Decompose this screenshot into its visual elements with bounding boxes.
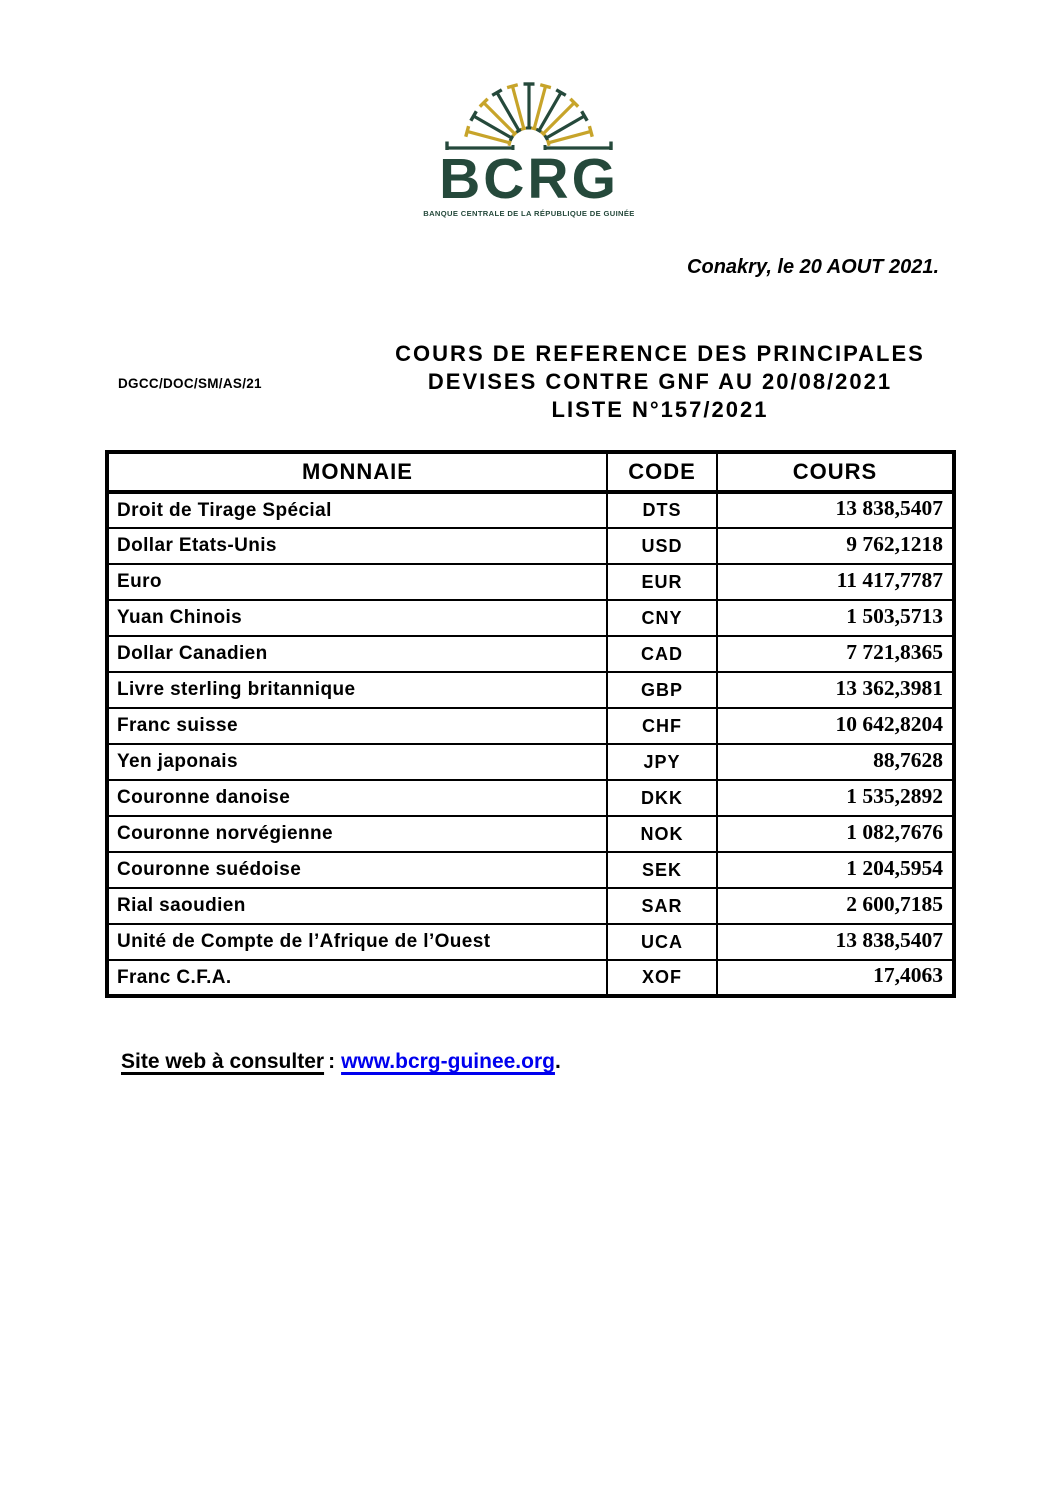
website-colon: : xyxy=(328,1050,336,1073)
table-row xyxy=(107,528,954,564)
currency-name-cell: Unité de Compte de l’Afrique de l’Ouest xyxy=(107,924,607,960)
table-row xyxy=(107,888,954,924)
currency-code-cell: NOK xyxy=(607,816,717,852)
website-period: . xyxy=(554,1050,561,1073)
currency-rate-cell: 2 600,7185 xyxy=(717,888,954,924)
currency-name-cell: Couronne danoise xyxy=(107,780,607,816)
currency-rate-cell: 1 204,5954 xyxy=(717,852,954,888)
column-header-cours: COURS xyxy=(717,452,954,492)
currency-rate-cell: 1 503,5713 xyxy=(717,600,954,636)
reference-code: DGCC/DOC/SM/AS/21 xyxy=(118,376,262,391)
currency-name-cell: Couronne suédoise xyxy=(107,852,607,888)
currency-rate-cell: 13 362,3981 xyxy=(717,672,954,708)
currency-code-cell: UCA xyxy=(607,924,717,960)
currency-name-cell: Euro xyxy=(107,564,607,600)
table-row xyxy=(107,780,954,816)
currency-rate-cell: 7 721,8365 xyxy=(717,636,954,672)
currency-name-cell: Rial saoudien xyxy=(107,888,607,924)
currency-rate-cell: 9 762,1218 xyxy=(717,528,954,564)
currency-rate-cell: 13 838,5407 xyxy=(717,924,954,960)
table-row xyxy=(107,600,954,636)
currency-name-cell: Droit de Tirage Spécial xyxy=(107,492,607,528)
table-row xyxy=(107,816,954,852)
currency-name-cell: Franc C.F.A. xyxy=(107,960,607,996)
bcrg-logo xyxy=(399,62,659,218)
title-line-3: LISTE N°157/2021 xyxy=(551,397,769,422)
currency-code-cell: JPY xyxy=(607,744,717,780)
column-header-monnaie: MONNAIE xyxy=(107,452,607,492)
table-row xyxy=(107,960,954,996)
table-row xyxy=(107,636,954,672)
currency-rate-cell: 88,7628 xyxy=(717,744,954,780)
currency-rate-cell: 17,4063 xyxy=(717,960,954,996)
currency-code-cell: XOF xyxy=(607,960,717,996)
logo-acronym: BCRG xyxy=(439,147,619,211)
currency-rate-cell: 10 642,8204 xyxy=(717,708,954,744)
currency-name-cell: Dollar Canadien xyxy=(107,636,607,672)
logo-subtitle: BANQUE CENTRALE DE LA RÉPUBLIQUE DE GUINÉE xyxy=(423,209,635,219)
rates-table-body xyxy=(107,492,954,996)
title-line-1: COURS DE REFERENCE DES PRINCIPALES xyxy=(395,341,925,366)
currency-rate-cell: 11 417,7787 xyxy=(717,564,954,600)
exchange-rates-table xyxy=(105,450,956,998)
currency-name-cell: Yen japonais xyxy=(107,744,607,780)
currency-code-cell: DKK xyxy=(607,780,717,816)
currency-code-cell: EUR xyxy=(607,564,717,600)
table-row xyxy=(107,852,954,888)
currency-name-cell: Dollar Etats-Unis xyxy=(107,528,607,564)
table-row xyxy=(107,708,954,744)
currency-rate-cell: 1 535,2892 xyxy=(717,780,954,816)
title-line-2: DEVISES CONTRE GNF AU 20/08/2021 xyxy=(427,369,893,394)
website-link[interactable]: www.bcrg-guinee.org xyxy=(341,1050,555,1073)
currency-code-cell: CHF xyxy=(607,708,717,744)
currency-code-cell: SEK xyxy=(607,852,717,888)
table-row xyxy=(107,492,954,528)
currency-name-cell: Franc suisse xyxy=(107,708,607,744)
table-row xyxy=(107,924,954,960)
date-line: Conakry, le 20 AOUT 2021. xyxy=(687,256,939,278)
currency-code-cell: USD xyxy=(607,528,717,564)
website-note xyxy=(121,1050,561,1074)
currency-name-cell: Yuan Chinois xyxy=(107,600,607,636)
currency-code-cell: DTS xyxy=(607,492,717,528)
currency-rate-cell: 1 082,7676 xyxy=(717,816,954,852)
currency-name-cell: Couronne norvégienne xyxy=(107,816,607,852)
document-title xyxy=(388,340,932,424)
column-header-code: CODE xyxy=(607,452,717,492)
currency-code-cell: CAD xyxy=(607,636,717,672)
table-row xyxy=(107,564,954,600)
currency-code-cell: CNY xyxy=(607,600,717,636)
currency-rate-cell: 13 838,5407 xyxy=(717,492,954,528)
website-label: Site web à consulter xyxy=(121,1050,325,1073)
table-row xyxy=(107,744,954,780)
currency-name-cell: Livre sterling britannique xyxy=(107,672,607,708)
currency-code-cell: SAR xyxy=(607,888,717,924)
sunburst-trumpets-icon xyxy=(441,62,617,150)
table-header-row xyxy=(107,452,954,492)
currency-code-cell: GBP xyxy=(607,672,717,708)
table-row xyxy=(107,672,954,708)
